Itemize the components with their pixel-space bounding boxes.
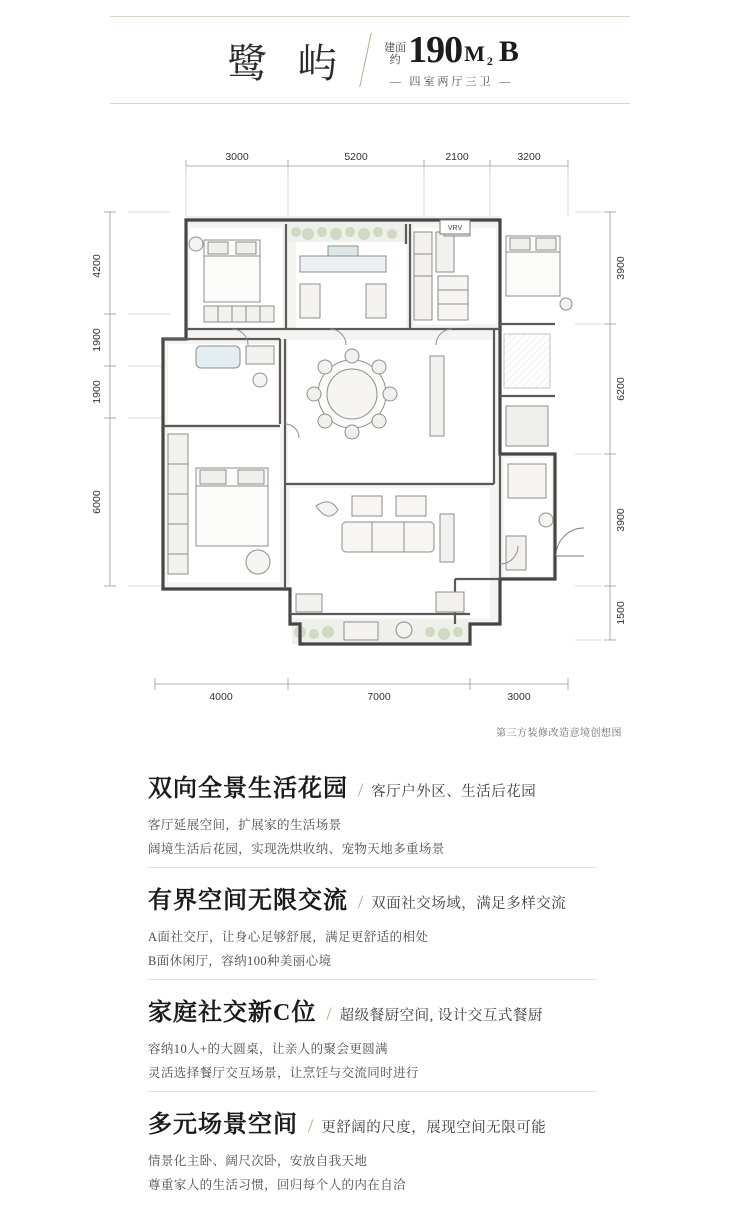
slash-separator: / bbox=[326, 1004, 332, 1025]
feature-subtitle: 双面社交场域，满足多样交流 bbox=[371, 896, 567, 912]
feature-line: 容纳10人+的大圆桌，让亲人的聚会更圆满 bbox=[148, 1042, 389, 1056]
feature-title: 有界空间无限交流 bbox=[148, 888, 348, 914]
feature-line: 灵活选择餐厅交互场景，让烹饪与交流同时进行 bbox=[148, 1066, 419, 1080]
dim-right-3: 1500 bbox=[615, 601, 627, 625]
vrv-label: VRV bbox=[447, 225, 463, 232]
slash-separator: / bbox=[358, 892, 364, 913]
dim-top-1: 5200 bbox=[344, 151, 368, 163]
feature-subtitle: 超级餐厨空间, 设计交互式餐厨 bbox=[339, 1008, 543, 1024]
slash-separator: / bbox=[358, 780, 364, 801]
feature-subtitle: 客厅户外区、生活后花园 bbox=[371, 784, 537, 800]
unit-subtitle: — 四室两厅三卫 — bbox=[389, 76, 514, 88]
area-unit-superscript: 2 bbox=[486, 54, 493, 68]
feature-title: 双向全景生活花园 bbox=[148, 776, 348, 802]
area-prefix-line2: 约 bbox=[389, 54, 401, 66]
feature-subtitle: 更舒阔的尺度，展现空间无限可能 bbox=[321, 1120, 547, 1136]
feature-line: B面休闲厅，容纳100种美丽心境 bbox=[148, 954, 332, 968]
dim-right-1: 6200 bbox=[615, 377, 627, 401]
title-area-block bbox=[384, 31, 519, 89]
dim-right-2: 3900 bbox=[615, 508, 627, 532]
dim-left-2: 1900 bbox=[91, 380, 103, 404]
unit-type-letter: B bbox=[498, 35, 519, 68]
page-header bbox=[0, 0, 740, 120]
dim-left-3: 6000 bbox=[91, 490, 103, 514]
area-prefix bbox=[384, 42, 406, 69]
page-title: 鹭 屿 bbox=[227, 40, 348, 86]
plan-caption: 第三方装修改造意境创想图 bbox=[496, 728, 622, 739]
header-divider-bottom bbox=[110, 103, 630, 104]
area-prefix-line1: 建面 bbox=[384, 42, 407, 54]
feature-title: 家庭社交新C位 bbox=[148, 1000, 317, 1026]
area-number: 190 bbox=[408, 29, 463, 71]
feature-line: 情景化主卧、阔尺次卧，安放自我天地 bbox=[148, 1154, 368, 1168]
feature-item bbox=[148, 867, 596, 979]
feature-line: A面社交厅，让身心足够舒展，满足更舒适的相处 bbox=[148, 930, 429, 944]
slash-separator: / bbox=[308, 1116, 314, 1137]
feature-title: 多元场景空间 bbox=[148, 1112, 298, 1138]
dim-left-0: 4200 bbox=[91, 254, 103, 278]
area-unit: M bbox=[464, 41, 485, 66]
floor-plan-svg bbox=[0, 124, 740, 744]
dim-bottom-1: 7000 bbox=[367, 691, 391, 703]
dim-top-2: 2100 bbox=[445, 151, 469, 163]
dim-right-0: 3900 bbox=[615, 256, 627, 280]
feature-line: 客厅延展空间，扩展家的生活场景 bbox=[148, 818, 342, 832]
header-title-block bbox=[221, 31, 519, 89]
feature-line: 阔境生活后花园，实现洗烘收纳、宠物天地多重场景 bbox=[148, 842, 445, 856]
feature-item bbox=[148, 1091, 596, 1203]
dim-top-0: 3000 bbox=[225, 151, 249, 163]
feature-line: 尊重家人的生活习惯，回归每个人的内在自洽 bbox=[148, 1178, 407, 1192]
floor-plan bbox=[0, 124, 740, 744]
dim-bottom-2: 3000 bbox=[507, 691, 531, 703]
dim-left-1: 1900 bbox=[91, 328, 103, 352]
dim-top-3: 3200 bbox=[517, 151, 541, 163]
feature-item bbox=[148, 979, 596, 1091]
feature-list bbox=[148, 768, 596, 1203]
feature-item bbox=[148, 768, 596, 867]
header-divider-top bbox=[110, 16, 630, 17]
dim-bottom-0: 4000 bbox=[209, 691, 233, 703]
title-divider bbox=[359, 33, 371, 87]
